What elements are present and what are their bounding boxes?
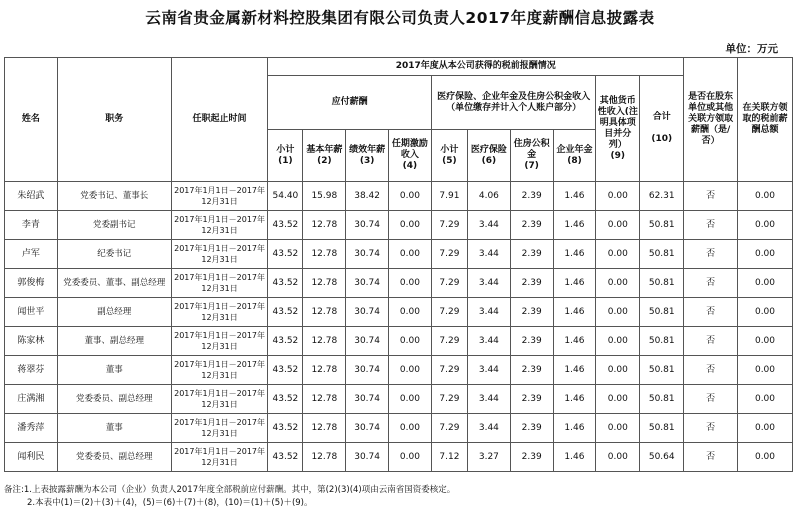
subheader-col-3 (346, 130, 389, 182)
cell-period: 2017年1月1日－2017年12月31日 (171, 356, 268, 385)
cell-v4: 0.00 (389, 443, 432, 472)
cell-related: 否 (684, 385, 738, 414)
subheader-col-1 (268, 130, 303, 182)
subheader-label: 绩效年薪 (349, 144, 386, 155)
cell-v8: 1.46 (553, 443, 596, 472)
cell-v1: 43.52 (268, 356, 303, 385)
cell-related: 否 (684, 211, 738, 240)
cell-position: 董事 (57, 356, 171, 385)
cell-v3: 30.74 (346, 385, 389, 414)
cell-v7: 2.39 (510, 385, 553, 414)
cell-v10: 50.81 (640, 240, 684, 269)
cell-v8: 1.46 (553, 385, 596, 414)
table-row (5, 211, 793, 240)
cell-v2: 12.78 (303, 240, 346, 269)
cell-v10: 50.81 (640, 269, 684, 298)
cell-v6: 3.44 (468, 356, 511, 385)
subheader-num: (1) (278, 155, 293, 166)
cell-v10: 50.81 (640, 385, 684, 414)
cell-period: 2017年1月1日－2017年12月31日 (171, 327, 268, 356)
cell-v4: 0.00 (389, 211, 432, 240)
cell-v5: 7.91 (431, 182, 467, 211)
cell-v10: 50.64 (640, 443, 684, 472)
cell-v5: 7.29 (431, 298, 467, 327)
page-title: 云南省贵金属新材料控股集团有限公司负责人2017年度薪酬信息披露表 (145, 9, 655, 27)
cell-v8: 1.46 (553, 298, 596, 327)
subheader-col-8 (553, 130, 596, 182)
cell-position: 党委委员、董事、副总经理 (57, 269, 171, 298)
cell-v6: 3.44 (468, 414, 511, 443)
subheader-label: 基本年薪 (306, 144, 343, 155)
cell-name: 蒋翠芬 (5, 356, 58, 385)
table-row (5, 269, 793, 298)
header-related: 是否在股东单位或其他关联方领取薪酬（是/否） (684, 58, 738, 182)
cell-name: 李青 (5, 211, 58, 240)
subheader-num: (8) (567, 155, 582, 166)
subheader-col-6 (468, 130, 511, 182)
cell-related: 否 (684, 240, 738, 269)
subheader-num: (7) (524, 161, 539, 171)
cell-related: 否 (684, 269, 738, 298)
cell-v9: 0.00 (596, 269, 640, 298)
cell-name: 郭俊梅 (5, 269, 58, 298)
subheader-col-2 (303, 130, 346, 182)
cell-related-amount: 0.00 (737, 443, 792, 472)
cell-v7: 2.39 (510, 356, 553, 385)
cell-v3: 30.74 (346, 298, 389, 327)
note-2: 2.本表中(1)＝(2)＋(3)＋(4)，(5)＝(6)＋(7)＋(8)，(10)＝(1)＋(5)＋(9)。 (27, 498, 313, 508)
cell-v8: 1.46 (553, 269, 596, 298)
header-related-amount: 在关联方领取的税前薪酬总额 (737, 58, 792, 182)
cell-v7: 2.39 (510, 240, 553, 269)
note-1: 备注:1.上表披露薪酬为本公司（企业）负责人2017年度全部税前应付薪酬。其中，第(2)(3)(4)项由云南省国资委核定。 (4, 485, 456, 495)
cell-v7: 2.39 (510, 443, 553, 472)
subheader-label: 任期激励收入 (391, 139, 428, 160)
cell-v4: 0.00 (389, 298, 432, 327)
cell-v9: 0.00 (596, 298, 640, 327)
cell-v1: 43.52 (268, 443, 303, 472)
cell-v1: 43.52 (268, 385, 303, 414)
cell-name: 庄满湘 (5, 385, 58, 414)
cell-v6: 3.44 (468, 211, 511, 240)
cell-v7: 2.39 (510, 298, 553, 327)
table-row (5, 240, 793, 269)
subheader-num: (2) (317, 155, 332, 166)
cell-position: 党委委员、副总经理 (57, 385, 171, 414)
cell-v9: 0.00 (596, 211, 640, 240)
table-row (5, 298, 793, 327)
cell-name: 潘秀萍 (5, 414, 58, 443)
cell-period: 2017年1月1日－2017年12月31日 (171, 385, 268, 414)
cell-v3: 30.74 (346, 414, 389, 443)
cell-v10: 50.81 (640, 356, 684, 385)
cell-v9: 0.00 (596, 414, 640, 443)
cell-v8: 1.46 (553, 356, 596, 385)
cell-v3: 30.74 (346, 356, 389, 385)
cell-v4: 0.00 (389, 414, 432, 443)
cell-v6: 3.44 (468, 269, 511, 298)
cell-v8: 1.46 (553, 211, 596, 240)
header-total-num: (10) (651, 134, 673, 144)
cell-related: 否 (684, 182, 738, 211)
cell-v8: 1.46 (553, 182, 596, 211)
cell-period: 2017年1月1日－2017年12月31日 (171, 414, 268, 443)
cell-v3: 30.74 (346, 443, 389, 472)
cell-v4: 0.00 (389, 327, 432, 356)
cell-v7: 2.39 (510, 269, 553, 298)
cell-v9: 0.00 (596, 356, 640, 385)
header-other-label: 其他货币性收入(注明具体项目并分列） (597, 95, 638, 150)
cell-position: 副总经理 (57, 298, 171, 327)
table-body (5, 182, 793, 472)
header-total-label: 合计 (652, 112, 671, 122)
cell-v5: 7.12 (431, 443, 467, 472)
cell-related: 否 (684, 414, 738, 443)
cell-v4: 0.00 (389, 240, 432, 269)
salary-table (4, 57, 793, 472)
cell-related-amount: 0.00 (737, 269, 792, 298)
cell-v5: 7.29 (431, 211, 467, 240)
cell-position: 党委副书记 (57, 211, 171, 240)
cell-v9: 0.00 (596, 182, 640, 211)
cell-v10: 50.81 (640, 211, 684, 240)
cell-position: 董事 (57, 414, 171, 443)
cell-v5: 7.29 (431, 356, 467, 385)
cell-v8: 1.46 (553, 240, 596, 269)
cell-v10: 50.81 (640, 414, 684, 443)
cell-position: 董事、副总经理 (57, 327, 171, 356)
cell-v6: 3.44 (468, 298, 511, 327)
cell-related-amount: 0.00 (737, 385, 792, 414)
cell-v8: 1.46 (553, 414, 596, 443)
cell-related-amount: 0.00 (737, 182, 792, 211)
cell-related-amount: 0.00 (737, 356, 792, 385)
subheader-num: (5) (442, 155, 457, 166)
header-position: 职务 (57, 58, 171, 182)
cell-related: 否 (684, 298, 738, 327)
cell-v2: 12.78 (303, 356, 346, 385)
cell-v10: 50.81 (640, 327, 684, 356)
cell-related: 否 (684, 356, 738, 385)
cell-v10: 62.31 (640, 182, 684, 211)
cell-period: 2017年1月1日－2017年12月31日 (171, 298, 268, 327)
cell-v5: 7.29 (431, 240, 467, 269)
cell-v3: 30.74 (346, 327, 389, 356)
table-row (5, 385, 793, 414)
header-name: 姓名 (5, 58, 58, 182)
header-group: 2017年度从本公司获得的税前报酬情况 (268, 58, 684, 76)
cell-v2: 12.78 (303, 211, 346, 240)
cell-name: 陈家林 (5, 327, 58, 356)
cell-related-amount: 0.00 (737, 240, 792, 269)
table-row (5, 327, 793, 356)
header-total (640, 76, 684, 182)
cell-position: 党委书记、董事长 (57, 182, 171, 211)
cell-related-amount: 0.00 (737, 211, 792, 240)
cell-position: 党委委员、副总经理 (57, 443, 171, 472)
header-insurance: 医疗保险、企业年金及住房公积金收入（单位缴存并计入个人账户部分） (431, 76, 596, 130)
cell-v6: 4.06 (468, 182, 511, 211)
table-row (5, 182, 793, 211)
cell-v1: 54.40 (268, 182, 303, 211)
cell-v6: 3.44 (468, 327, 511, 356)
cell-v9: 0.00 (596, 327, 640, 356)
cell-v6: 3.44 (468, 385, 511, 414)
cell-v1: 43.52 (268, 414, 303, 443)
cell-v4: 0.00 (389, 356, 432, 385)
subheader-num: (4) (402, 161, 418, 171)
cell-position: 纪委书记 (57, 240, 171, 269)
subheader-col-5 (431, 130, 467, 182)
header-payable: 应付薪酬 (268, 76, 431, 130)
subheader-label: 企业年金 (556, 144, 593, 155)
cell-v6: 3.27 (468, 443, 511, 472)
cell-v2: 15.98 (303, 182, 346, 211)
cell-v4: 0.00 (389, 182, 432, 211)
cell-v4: 0.00 (389, 385, 432, 414)
cell-v5: 7.29 (431, 327, 467, 356)
cell-v1: 43.52 (268, 211, 303, 240)
header-other-num: (9) (610, 150, 626, 161)
cell-v8: 1.46 (553, 327, 596, 356)
cell-name: 卢军 (5, 240, 58, 269)
cell-related: 否 (684, 327, 738, 356)
cell-v7: 2.39 (510, 211, 553, 240)
cell-v5: 7.29 (431, 269, 467, 298)
cell-v9: 0.00 (596, 385, 640, 414)
cell-v3: 30.74 (346, 211, 389, 240)
table-row (5, 443, 793, 472)
cell-v1: 43.52 (268, 240, 303, 269)
cell-name: 朱绍武 (5, 182, 58, 211)
cell-v2: 12.78 (303, 269, 346, 298)
header-other (596, 76, 640, 182)
table-header (5, 58, 793, 182)
cell-v5: 7.29 (431, 385, 467, 414)
cell-period: 2017年1月1日－2017年12月31日 (171, 240, 268, 269)
cell-v2: 12.78 (303, 443, 346, 472)
cell-v2: 12.78 (303, 327, 346, 356)
cell-v6: 3.44 (468, 240, 511, 269)
cell-v4: 0.00 (389, 269, 432, 298)
subheader-label: 医疗保险 (470, 144, 507, 155)
cell-v7: 2.39 (510, 327, 553, 356)
notes (4, 484, 455, 510)
subheader-col-4 (389, 130, 432, 182)
cell-v1: 43.52 (268, 327, 303, 356)
cell-v9: 0.00 (596, 443, 640, 472)
cell-related-amount: 0.00 (737, 414, 792, 443)
cell-v5: 7.29 (431, 414, 467, 443)
subheader-label: 住房公积金 (513, 139, 550, 160)
cell-period: 2017年1月1日－2017年12月31日 (171, 269, 268, 298)
unit-label: 单位：万元 (725, 43, 778, 55)
cell-related-amount: 0.00 (737, 298, 792, 327)
cell-v1: 43.52 (268, 269, 303, 298)
cell-v7: 2.39 (510, 182, 553, 211)
cell-v3: 30.74 (346, 269, 389, 298)
subheader-label: 小计 (276, 144, 295, 155)
cell-v3: 30.74 (346, 240, 389, 269)
cell-period: 2017年1月1日－2017年12月31日 (171, 182, 268, 211)
cell-v3: 38.42 (346, 182, 389, 211)
cell-name: 闻世平 (5, 298, 58, 327)
subheader-num: (6) (481, 155, 497, 166)
table-row (5, 356, 793, 385)
cell-related-amount: 0.00 (737, 327, 792, 356)
cell-v2: 12.78 (303, 298, 346, 327)
subheader-num: (3) (359, 155, 375, 166)
cell-v10: 50.81 (640, 298, 684, 327)
cell-v9: 0.00 (596, 240, 640, 269)
cell-name: 闻利民 (5, 443, 58, 472)
cell-related: 否 (684, 443, 738, 472)
header-period: 任职起止时间 (171, 58, 268, 182)
cell-period: 2017年1月1日－2017年12月31日 (171, 211, 268, 240)
cell-period: 2017年1月1日－2017年12月31日 (171, 443, 268, 472)
cell-v2: 12.78 (303, 385, 346, 414)
cell-v1: 43.52 (268, 298, 303, 327)
cell-v2: 12.78 (303, 414, 346, 443)
cell-v7: 2.39 (510, 414, 553, 443)
subheader-label: 小计 (440, 144, 459, 155)
table-row (5, 414, 793, 443)
subheader-col-7 (510, 130, 553, 182)
